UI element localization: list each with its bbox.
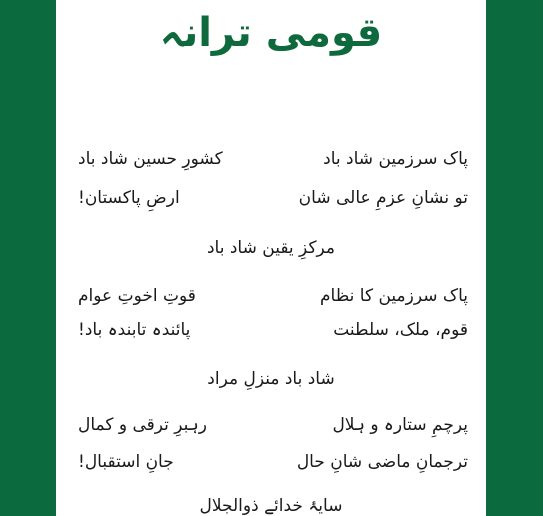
stanza2-line2-left: پائندہ تابندہ باد!: [78, 320, 191, 340]
stanza1-refrain: مرکزِ یقین شاد باد: [206, 238, 336, 258]
stanza1-line2-right: تو نشانِ عزمِ عالی شان: [298, 188, 468, 208]
stanza2-line2-right: قوم، ملک، سلطنت: [333, 320, 468, 340]
stanza1-line1-left: کشورِ حسین شاد باد: [78, 149, 223, 169]
anthem-page: [56, 0, 486, 516]
anthem-title: قومی ترانہ: [159, 10, 383, 56]
stanza3-line1-left: رہبرِ ترقی و کمال: [78, 415, 207, 435]
stanza2-refrain: شاد باد منزلِ مراد: [207, 369, 335, 389]
stanza3-line1-right: پرچمِ ستارہ و ہلال: [332, 415, 468, 435]
stanza1-line2-left: ارضِ پاکستان!: [78, 188, 180, 208]
stanza1-line1-right: پاک سرزمین شاد باد: [323, 149, 468, 169]
stanza3-line2-left: جانِ استقبال!: [78, 452, 174, 472]
stanza3-refrain: سایۂ خدائے ذوالجلال: [199, 496, 343, 516]
stanza2-line1-left: قوتِ اخوتِ عوام: [78, 286, 196, 306]
stanza2-line1-right: پاک سرزمین کا نظام: [319, 286, 468, 306]
stanza3-line2-right: ترجمانِ ماضی شانِ حال: [296, 452, 468, 472]
